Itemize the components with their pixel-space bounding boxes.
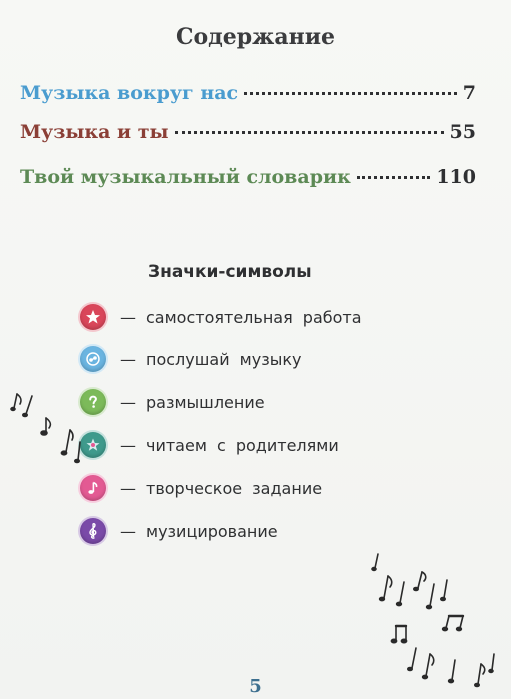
music-note-icon (23, 396, 32, 417)
music-note-icon (397, 582, 404, 606)
symbol-dash: — (120, 307, 136, 327)
music-note-icon (372, 554, 378, 570)
symbol-text: музицирование (146, 521, 278, 541)
music-note-icon (427, 584, 434, 609)
page-number: 5 (249, 676, 262, 697)
symbol-text: размышление (146, 392, 265, 412)
symbol-dash: — (120, 349, 136, 369)
symbol-dash: — (120, 478, 136, 498)
contents-title: Содержание (175, 24, 336, 50)
music-note-icon (489, 654, 494, 672)
music-note-icon (414, 572, 426, 591)
symbol-text: читаем с родителями (146, 435, 339, 455)
symbol-text: творческое задание (146, 478, 323, 498)
symbol-text: послушай музыку (146, 349, 302, 369)
music-note-icon (380, 576, 392, 601)
music-note-icon (11, 394, 21, 410)
music-note-icon (441, 580, 447, 601)
toc-entry-page: 7 (462, 82, 476, 104)
toc-entry-label: Музыка вокруг нас (20, 82, 239, 104)
toc-entry-page: 110 (436, 166, 476, 188)
toc-entry-page: 55 (449, 121, 476, 143)
music-note-icon (408, 648, 416, 671)
music-note-icon (41, 418, 50, 435)
music-note-icon (61, 430, 73, 455)
symbol-dash: — (120, 392, 136, 412)
music-note-icon (391, 626, 406, 643)
symbol-dash: — (120, 435, 136, 455)
music-note-icon (443, 616, 463, 631)
music-note-icon (75, 442, 80, 463)
symbol-dash: — (120, 521, 136, 541)
toc-entry-label: Музыка и ты (20, 121, 169, 143)
symbols-title: Значки-символы (148, 262, 312, 282)
toc-entry-label: Твой музыкальный словарик (20, 166, 351, 188)
music-note-icon (423, 654, 434, 679)
symbol-text: самостоятельная работа (146, 307, 362, 327)
